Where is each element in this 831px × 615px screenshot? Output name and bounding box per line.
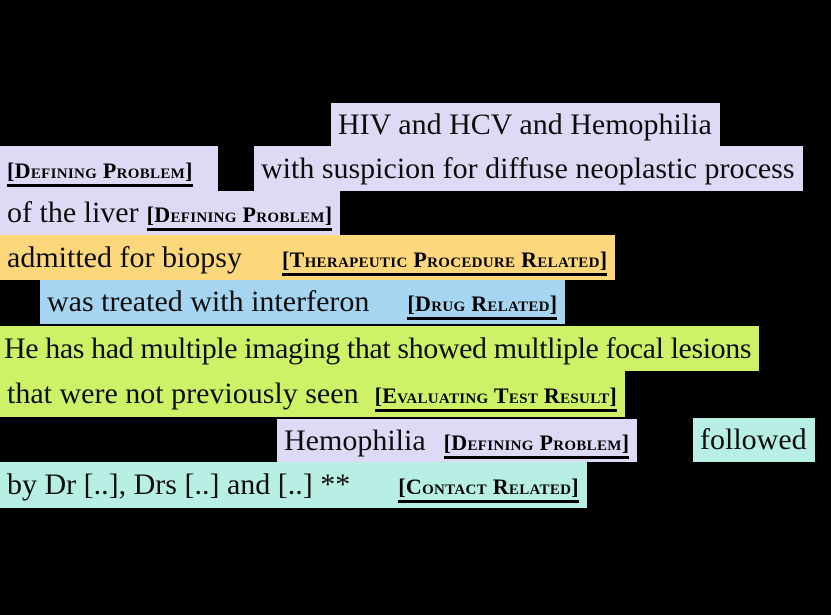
highlight-span-defining-problem: [0, 146, 218, 191]
highlight-span-defining-problem: [277, 419, 637, 462]
highlight-span-defining-problem: [254, 146, 803, 191]
highlight-span-contact: [693, 418, 815, 462]
highlight-span-drug: [40, 280, 565, 324]
entity-label-defining-problem: [Defining Problem]: [7, 158, 193, 187]
clinical-text: of the liver: [7, 196, 139, 229]
clinical-text: with suspicion for diffuse neoplastic process: [261, 152, 795, 185]
entity-label-therapeutic-procedure: [Therapeutic Procedure Related]: [282, 247, 607, 276]
clinical-text: He has had multiple imaging that showed multliple focal lesions: [4, 332, 752, 365]
entity-label-evaluating-test: [Evaluating Test Result]: [375, 383, 618, 412]
clinical-text: that were not previously seen: [7, 377, 359, 410]
entity-label-defining-problem: [Defining Problem]: [147, 202, 333, 231]
entity-label-contact: [Contact Related]: [398, 474, 579, 503]
clinical-text: admitted for biopsy: [7, 241, 242, 274]
clinical-text: Hemophilia: [284, 424, 426, 457]
entity-label-drug: [Drug Related]: [407, 291, 557, 320]
highlight-span-evaluating-test: [0, 326, 759, 371]
clinical-text: HIV and HCV and Hemophilia: [338, 108, 712, 141]
highlight-span-defining-problem: [0, 191, 340, 235]
highlight-span-therapeutic-procedure: [0, 235, 615, 280]
highlight-span-defining-problem: [331, 103, 720, 146]
clinical-text: followed: [700, 423, 807, 456]
clinical-text: was treated with interferon: [47, 285, 370, 318]
highlight-span-evaluating-test: [0, 371, 625, 417]
clinical-text: by Dr [..], Drs [..] and [..] **: [7, 468, 351, 501]
entity-label-defining-problem: [Defining Problem]: [444, 430, 630, 459]
highlight-span-contact: [0, 462, 587, 508]
